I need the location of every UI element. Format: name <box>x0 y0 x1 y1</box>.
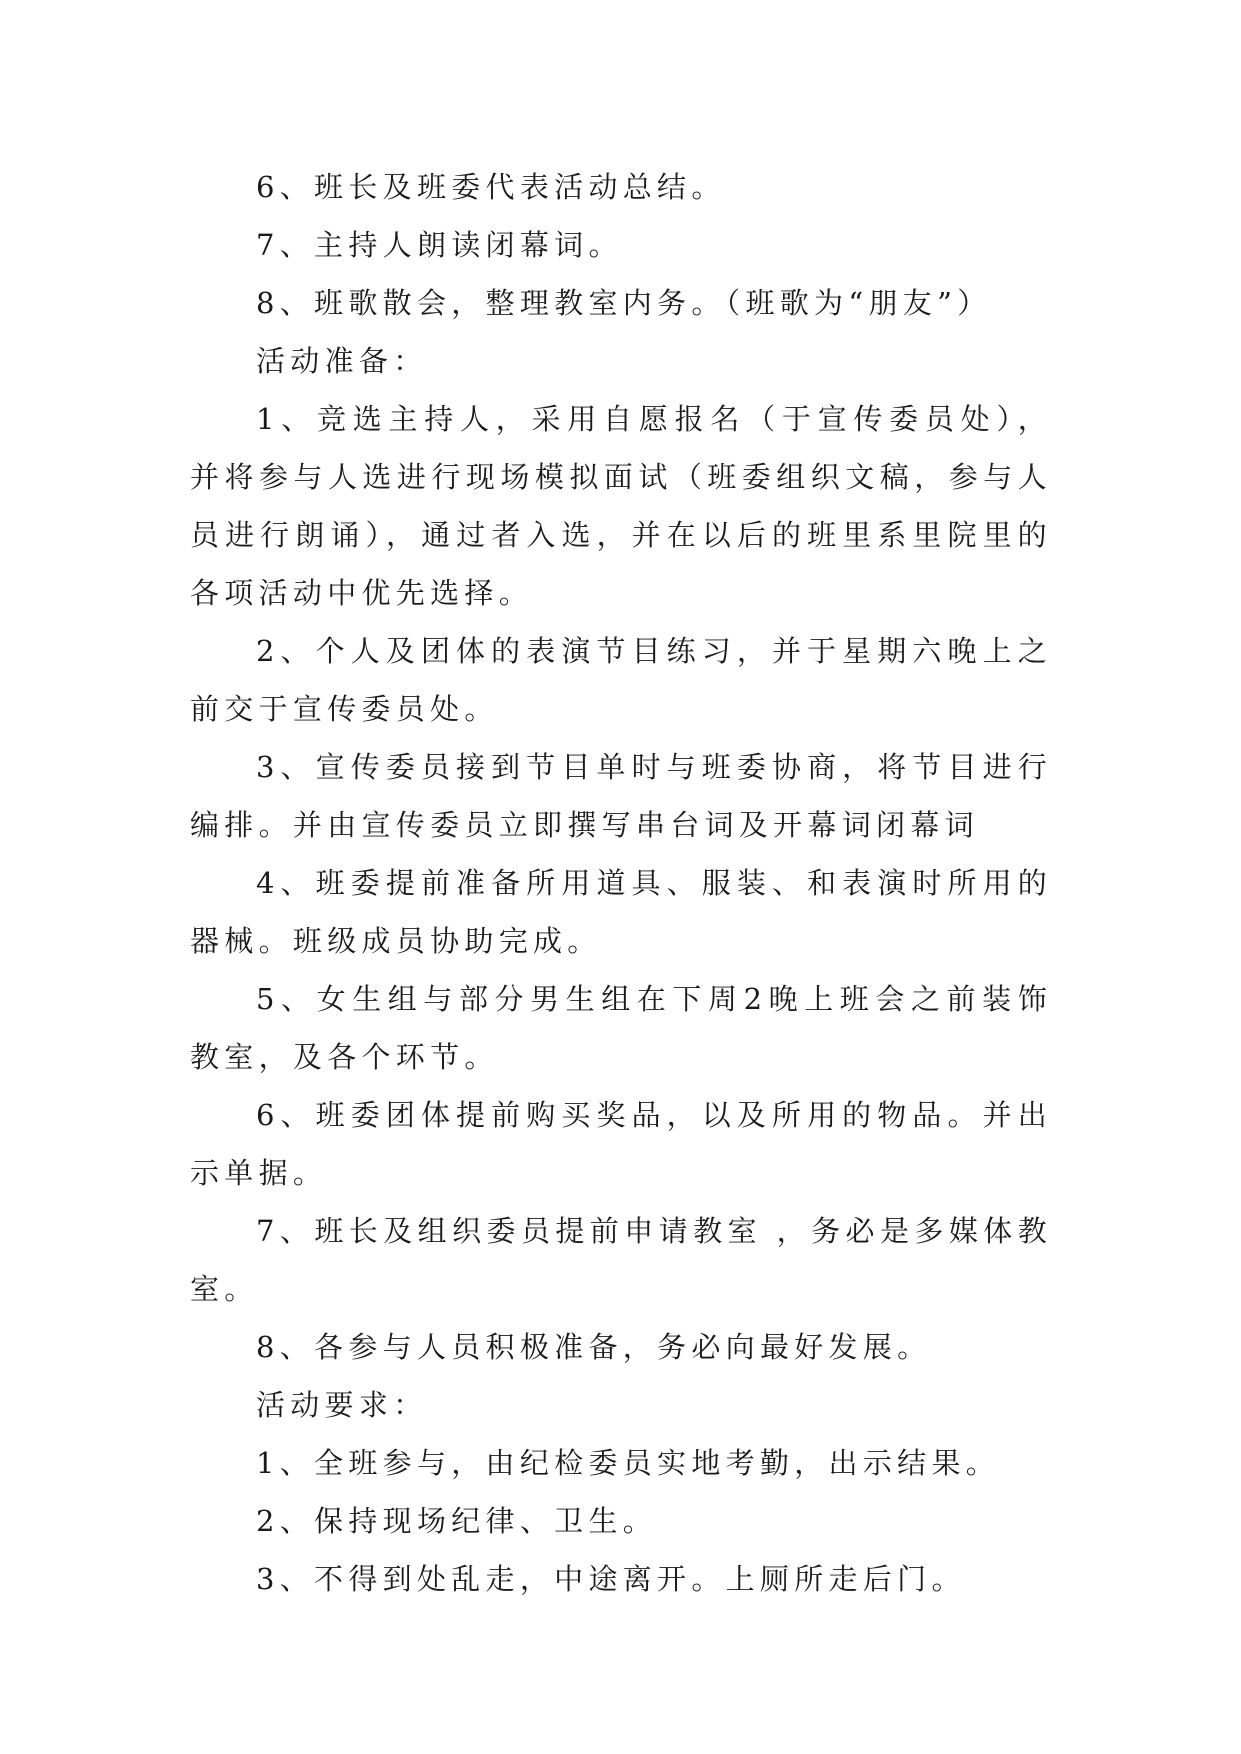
paragraph: 1、全班参与，由纪检委员实地考勤，出示结果。 <box>256 1446 1001 1480</box>
paragraph: 2、保持现场纪律、卫生。 <box>256 1504 658 1538</box>
paragraph: 7、主持人朗读闭幕词。 <box>256 228 623 262</box>
paragraph: 3、宣传委员接到节目单时与班委协商，将节目进行编排。并由宣传委员立即撰写串台词及开幕词闭幕词 <box>190 750 1052 842</box>
section-heading-preparation: 活动准备： <box>256 344 428 378</box>
paragraph: 6、班委团体提前购买奖品，以及所用的物品。并出示单据。 <box>190 1098 1052 1190</box>
section-heading-requirements: 活动要求： <box>256 1388 428 1422</box>
paragraph: 6、班长及班委代表活动总结。 <box>256 170 726 204</box>
paragraph: 3、不得到处乱走，中途离开。上厕所走后门。 <box>256 1562 966 1596</box>
paragraph: 4、班委提前准备所用道具、服装、和表演时所用的器械。班级成员协助完成。 <box>190 866 1052 958</box>
paragraph: 1、竞选主持人，采用自愿报名（于宣传委员处），并将参与人选进行现场模拟面试（班委组织文稿，参与人员进行朗诵），通过者入选，并在以后的班里系里院里的各项活动中优先选择。 <box>190 402 1052 610</box>
paragraph: 5、女生组与部分男生组在下周2晚上班会之前装饰教室，及各个环节。 <box>190 982 1052 1074</box>
paragraph: 7、班长及组织委员提前申请教室 ，务必是多媒体教室。 <box>190 1214 1052 1306</box>
paragraph: 2、个人及团体的表演节目练习，并于星期六晚上之前交于宣传委员处。 <box>190 634 1052 726</box>
paragraph: 8、班歌散会，整理教室内务。（班歌为“朋友”） <box>256 286 992 320</box>
document-body <box>190 158 1052 1608</box>
paragraph: 8、各参与人员积极准备，务必向最好发展。 <box>256 1330 932 1364</box>
